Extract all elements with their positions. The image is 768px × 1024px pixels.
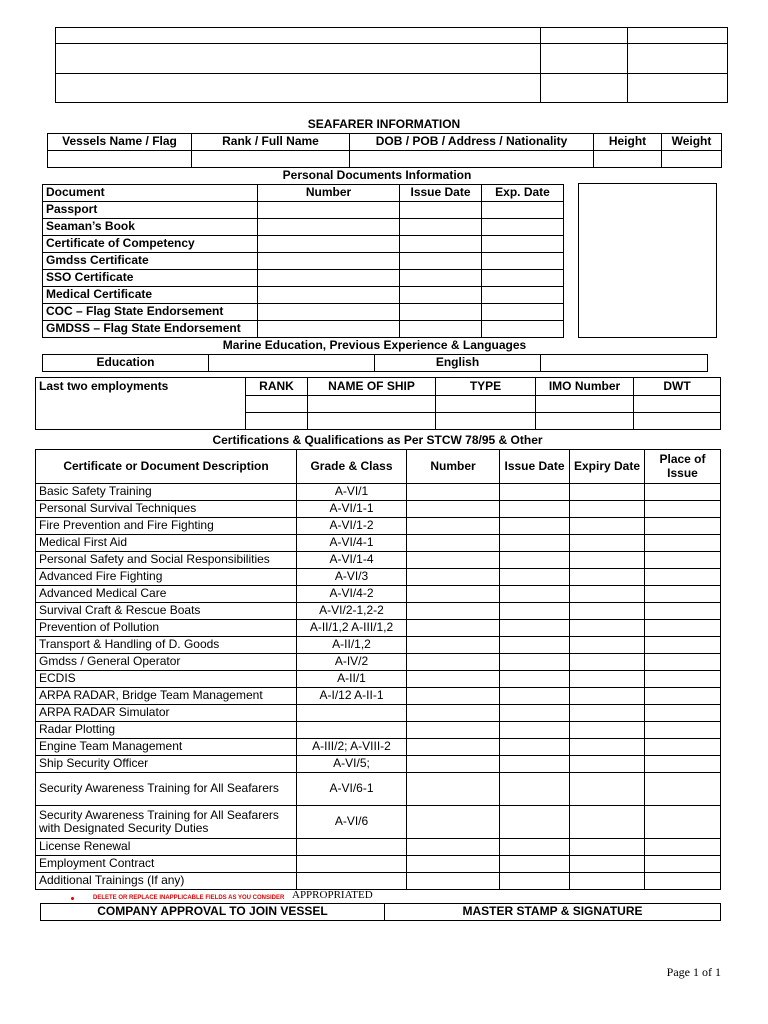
cert-grade: A-VI/3 bbox=[297, 569, 407, 586]
docs-field[interactable] bbox=[482, 270, 564, 287]
docs-field[interactable] bbox=[258, 236, 400, 253]
personal-docs-title: Personal Documents Information bbox=[282, 168, 472, 182]
cert-field[interactable] bbox=[645, 603, 721, 620]
employment-field[interactable] bbox=[308, 413, 436, 430]
docs-row-label: SSO Certificate bbox=[43, 270, 258, 287]
cert-field[interactable] bbox=[407, 756, 500, 773]
cert-name: Ship Security Officer bbox=[36, 756, 297, 773]
cert-name: ARPA RADAR, Bridge Team Management bbox=[36, 688, 297, 705]
docs-field[interactable] bbox=[258, 270, 400, 287]
approval-table bbox=[40, 903, 721, 921]
cert-header-description: Certificate or Document Description bbox=[36, 450, 297, 484]
seafarer-header-dob: DOB / POB / Address / Nationality bbox=[350, 134, 594, 151]
cert-field[interactable] bbox=[500, 603, 570, 620]
cert-row bbox=[36, 569, 721, 586]
cert-name: ECDIS bbox=[36, 671, 297, 688]
certifications-title: Certifications & Qualifications as Per STCW 78/95 & Other bbox=[212, 433, 543, 447]
cert-field[interactable] bbox=[500, 688, 570, 705]
docs-header-document: Document bbox=[43, 185, 258, 202]
header-table bbox=[55, 27, 728, 103]
cert-grade: A-VI/6-1 bbox=[297, 773, 407, 806]
cert-field[interactable] bbox=[500, 705, 570, 722]
cert-grade: A-I/12 A-II-1 bbox=[297, 688, 407, 705]
cert-name: Fire Prevention and Fire Fighting bbox=[36, 518, 297, 535]
employment-header-type: TYPE bbox=[436, 378, 536, 396]
employment-table bbox=[35, 377, 721, 430]
cert-field[interactable] bbox=[570, 671, 645, 688]
cert-row bbox=[36, 806, 721, 839]
cert-field[interactable] bbox=[500, 535, 570, 552]
docs-field[interactable] bbox=[400, 253, 482, 270]
cert-field[interactable] bbox=[570, 873, 645, 890]
cert-field[interactable] bbox=[570, 501, 645, 518]
docs-field[interactable] bbox=[400, 202, 482, 219]
cert-grade bbox=[297, 873, 407, 890]
employment-blank bbox=[36, 396, 246, 413]
cert-field[interactable] bbox=[645, 756, 721, 773]
cert-header-issue: Issue Date bbox=[500, 450, 570, 484]
cert-row bbox=[36, 756, 721, 773]
header-cell[interactable] bbox=[628, 28, 728, 44]
cert-field[interactable] bbox=[407, 856, 500, 873]
cert-grade: A-VI/6 bbox=[297, 806, 407, 839]
cert-grade: A-VI/1-2 bbox=[297, 518, 407, 535]
cert-field[interactable] bbox=[645, 722, 721, 739]
docs-field[interactable] bbox=[258, 219, 400, 236]
cert-field[interactable] bbox=[500, 518, 570, 535]
cert-field[interactable] bbox=[570, 856, 645, 873]
cert-field[interactable] bbox=[500, 620, 570, 637]
cert-field[interactable] bbox=[500, 739, 570, 756]
note-text: DELETE OR REPLACE INAPPLICABLE FIELDS AS YOU CONSIDER bbox=[93, 895, 285, 901]
cert-grade: A-II/1,2 bbox=[297, 637, 407, 654]
cert-row bbox=[36, 620, 721, 637]
page-number: Page 1 of 1 bbox=[666, 965, 721, 979]
cert-field[interactable] bbox=[407, 671, 500, 688]
docs-row-label: Seaman’s Book bbox=[43, 219, 258, 236]
seafarer-field[interactable] bbox=[48, 151, 192, 168]
docs-field[interactable] bbox=[482, 219, 564, 236]
docs-row-label: Gmdss Certificate bbox=[43, 253, 258, 270]
cert-field[interactable] bbox=[645, 484, 721, 501]
docs-field[interactable] bbox=[482, 287, 564, 304]
docs-row bbox=[43, 321, 564, 338]
company-approval-field[interactable]: COMPANY APPROVAL TO JOIN VESSEL bbox=[41, 904, 385, 921]
cert-grade: A-VI/1 bbox=[297, 484, 407, 501]
cert-name: Basic Safety Training bbox=[36, 484, 297, 501]
seafarer-header-height: Height bbox=[594, 134, 662, 151]
docs-field[interactable] bbox=[400, 304, 482, 321]
docs-field[interactable] bbox=[482, 202, 564, 219]
cert-grade: A-VI/1-1 bbox=[297, 501, 407, 518]
cert-name: License Renewal bbox=[36, 839, 297, 856]
docs-field[interactable] bbox=[258, 253, 400, 270]
docs-row-label: GMDSS – Flag State Endorsement bbox=[43, 321, 258, 338]
cert-row bbox=[36, 688, 721, 705]
cert-field[interactable] bbox=[645, 654, 721, 671]
education-label: Education bbox=[43, 355, 209, 372]
cert-row bbox=[36, 839, 721, 856]
seafarer-header-rank: Rank / Full Name bbox=[192, 134, 350, 151]
photo-box[interactable] bbox=[578, 183, 717, 338]
cert-field[interactable] bbox=[570, 586, 645, 603]
employment-field[interactable] bbox=[536, 413, 634, 430]
cert-row bbox=[36, 484, 721, 501]
cert-field[interactable] bbox=[407, 586, 500, 603]
cert-field[interactable] bbox=[500, 806, 570, 839]
docs-row-label: COC – Flag State Endorsement bbox=[43, 304, 258, 321]
note-appropriated: APPROPRIATED bbox=[292, 889, 373, 901]
docs-field[interactable] bbox=[400, 236, 482, 253]
cert-field[interactable] bbox=[407, 739, 500, 756]
cert-row bbox=[36, 773, 721, 806]
seafarer-info-title: SEAFARER INFORMATION bbox=[307, 117, 461, 131]
cert-row bbox=[36, 552, 721, 569]
cert-field[interactable] bbox=[500, 722, 570, 739]
cert-row bbox=[36, 671, 721, 688]
cert-field[interactable] bbox=[570, 739, 645, 756]
cert-field[interactable] bbox=[570, 705, 645, 722]
docs-row-label: Passport bbox=[43, 202, 258, 219]
cert-name: Additional Trainings (If any) bbox=[36, 873, 297, 890]
docs-row bbox=[43, 236, 564, 253]
cert-name: Prevention of Pollution bbox=[36, 620, 297, 637]
education-table bbox=[42, 354, 708, 372]
employment-header-rank: RANK bbox=[246, 378, 308, 396]
master-stamp-field[interactable]: MASTER STAMP & SIGNATURE bbox=[385, 904, 721, 921]
docs-field[interactable] bbox=[400, 287, 482, 304]
english-field[interactable] bbox=[541, 355, 708, 372]
cert-field[interactable] bbox=[407, 518, 500, 535]
cert-name: Radar Plotting bbox=[36, 722, 297, 739]
cert-field[interactable] bbox=[500, 569, 570, 586]
cert-field[interactable] bbox=[407, 603, 500, 620]
employment-label: Last two employments bbox=[36, 378, 246, 396]
cert-field[interactable] bbox=[407, 688, 500, 705]
cert-field[interactable] bbox=[407, 873, 500, 890]
employment-blank bbox=[36, 413, 246, 430]
cert-grade: A-IV/2 bbox=[297, 654, 407, 671]
employment-field[interactable] bbox=[246, 413, 308, 430]
cert-name: Transport & Handling of D. Goods bbox=[36, 637, 297, 654]
header-cell[interactable] bbox=[541, 28, 628, 44]
cert-name: Security Awareness Training for All Seafarers with Designated Security Duties bbox=[36, 806, 297, 839]
cert-name: Medical First Aid bbox=[36, 535, 297, 552]
cert-field[interactable] bbox=[645, 671, 721, 688]
cert-header-grade: Grade & Class bbox=[297, 450, 407, 484]
note-bullet-icon bbox=[71, 897, 74, 900]
education-field[interactable] bbox=[209, 355, 375, 372]
cert-field[interactable] bbox=[500, 484, 570, 501]
cert-grade: A-VI/1-4 bbox=[297, 552, 407, 569]
employment-header-dwt: DWT bbox=[634, 378, 721, 396]
cert-field[interactable] bbox=[500, 654, 570, 671]
cert-field[interactable] bbox=[645, 739, 721, 756]
docs-row bbox=[43, 219, 564, 236]
cert-field[interactable] bbox=[645, 552, 721, 569]
employment-field[interactable] bbox=[246, 396, 308, 413]
docs-row bbox=[43, 304, 564, 321]
cert-field[interactable] bbox=[407, 705, 500, 722]
cert-field[interactable] bbox=[570, 603, 645, 620]
cert-field[interactable] bbox=[570, 637, 645, 654]
cert-grade: A-VI/5; bbox=[297, 756, 407, 773]
seafarer-info-table bbox=[47, 133, 722, 168]
cert-grade: A-VI/4-1 bbox=[297, 535, 407, 552]
cert-field[interactable] bbox=[645, 873, 721, 890]
cert-header-expiry: Expiry Date bbox=[570, 450, 645, 484]
cert-header-number: Number bbox=[407, 450, 500, 484]
docs-field[interactable] bbox=[400, 270, 482, 287]
cert-row bbox=[36, 501, 721, 518]
cert-field[interactable] bbox=[570, 535, 645, 552]
seafarer-field[interactable] bbox=[350, 151, 594, 168]
cert-field[interactable] bbox=[500, 637, 570, 654]
docs-header-issue: Issue Date bbox=[400, 185, 482, 202]
cert-field[interactable] bbox=[570, 484, 645, 501]
cert-field[interactable] bbox=[570, 518, 645, 535]
cert-field[interactable] bbox=[645, 839, 721, 856]
cert-field[interactable] bbox=[407, 806, 500, 839]
cert-name: Personal Survival Techniques bbox=[36, 501, 297, 518]
cert-row bbox=[36, 586, 721, 603]
cert-field[interactable] bbox=[645, 535, 721, 552]
seafarer-header-weight: Weight bbox=[662, 134, 722, 151]
cert-field[interactable] bbox=[500, 873, 570, 890]
cert-field[interactable] bbox=[407, 620, 500, 637]
cert-field[interactable] bbox=[500, 756, 570, 773]
cert-field[interactable] bbox=[645, 501, 721, 518]
cert-field[interactable] bbox=[570, 569, 645, 586]
cert-field[interactable] bbox=[570, 552, 645, 569]
cert-field[interactable] bbox=[570, 806, 645, 839]
cert-field[interactable] bbox=[645, 637, 721, 654]
docs-header-number: Number bbox=[258, 185, 400, 202]
cert-row bbox=[36, 654, 721, 671]
employment-field[interactable] bbox=[634, 396, 721, 413]
cert-name: Survival Craft & Rescue Boats bbox=[36, 603, 297, 620]
cert-field[interactable] bbox=[570, 839, 645, 856]
cert-row bbox=[36, 535, 721, 552]
header-cell[interactable] bbox=[628, 44, 728, 74]
cert-grade: A-II/1 bbox=[297, 671, 407, 688]
docs-row-label: Medical Certificate bbox=[43, 287, 258, 304]
cert-field[interactable] bbox=[570, 773, 645, 806]
employment-field[interactable] bbox=[436, 413, 536, 430]
cert-field[interactable] bbox=[500, 501, 570, 518]
employment-field[interactable] bbox=[634, 413, 721, 430]
cert-grade bbox=[297, 722, 407, 739]
docs-row bbox=[43, 287, 564, 304]
english-label: English bbox=[375, 355, 541, 372]
docs-field[interactable] bbox=[400, 321, 482, 338]
cert-row bbox=[36, 739, 721, 756]
cert-field[interactable] bbox=[500, 552, 570, 569]
cert-field[interactable] bbox=[407, 535, 500, 552]
docs-field[interactable] bbox=[482, 321, 564, 338]
cert-name: Advanced Medical Care bbox=[36, 586, 297, 603]
cert-field[interactable] bbox=[645, 569, 721, 586]
docs-field[interactable] bbox=[258, 202, 400, 219]
cert-header-place: Place of Issue bbox=[645, 450, 721, 484]
certifications-table bbox=[35, 449, 721, 890]
seafarer-header-vessel: Vessels Name / Flag bbox=[48, 134, 192, 151]
cert-grade: A-VI/2-1,2-2 bbox=[297, 603, 407, 620]
cert-name: Gmdss / General Operator bbox=[36, 654, 297, 671]
cert-field[interactable] bbox=[645, 688, 721, 705]
cert-row bbox=[36, 603, 721, 620]
header-cell[interactable] bbox=[56, 44, 541, 74]
employment-header-imo: IMO Number bbox=[536, 378, 634, 396]
cert-grade bbox=[297, 705, 407, 722]
seafarer-field[interactable] bbox=[192, 151, 350, 168]
cert-field[interactable] bbox=[407, 722, 500, 739]
cert-grade bbox=[297, 856, 407, 873]
cert-field[interactable] bbox=[645, 586, 721, 603]
cert-field[interactable] bbox=[407, 501, 500, 518]
header-cell[interactable] bbox=[541, 74, 628, 103]
docs-row-label: Certificate of Competency bbox=[43, 236, 258, 253]
employment-field[interactable] bbox=[536, 396, 634, 413]
cert-field[interactable] bbox=[645, 806, 721, 839]
cert-grade bbox=[297, 839, 407, 856]
cert-name: Employment Contract bbox=[36, 856, 297, 873]
cert-field[interactable] bbox=[500, 839, 570, 856]
employment-field[interactable] bbox=[308, 396, 436, 413]
header-cell[interactable] bbox=[56, 28, 541, 44]
cert-field[interactable] bbox=[570, 722, 645, 739]
cert-row bbox=[36, 722, 721, 739]
docs-header-exp: Exp. Date bbox=[482, 185, 564, 202]
docs-field[interactable] bbox=[258, 287, 400, 304]
seafarer-field[interactable] bbox=[594, 151, 662, 168]
cert-field[interactable] bbox=[645, 773, 721, 806]
docs-row bbox=[43, 270, 564, 287]
cert-field[interactable] bbox=[570, 654, 645, 671]
employment-header-ship: NAME OF SHIP bbox=[308, 378, 436, 396]
cert-row bbox=[36, 637, 721, 654]
cert-field[interactable] bbox=[570, 620, 645, 637]
cert-field[interactable] bbox=[570, 756, 645, 773]
cert-name: Advanced Fire Fighting bbox=[36, 569, 297, 586]
personal-docs-table bbox=[42, 184, 564, 338]
marine-education-title: Marine Education, Previous Experience & Languages bbox=[222, 338, 527, 352]
header-cell[interactable] bbox=[541, 44, 628, 74]
cert-name: Personal Safety and Social Responsibilities bbox=[36, 552, 297, 569]
cert-grade: A-II/1,2 A-III/1,2 bbox=[297, 620, 407, 637]
cert-field[interactable] bbox=[500, 856, 570, 873]
cert-grade: A-III/2; A-VIII-2 bbox=[297, 739, 407, 756]
cert-field[interactable] bbox=[407, 552, 500, 569]
cert-field[interactable] bbox=[407, 637, 500, 654]
cert-field[interactable] bbox=[645, 856, 721, 873]
header-cell[interactable] bbox=[628, 74, 728, 103]
cert-field[interactable] bbox=[500, 671, 570, 688]
docs-field[interactable] bbox=[258, 321, 400, 338]
cert-name: Engine Team Management bbox=[36, 739, 297, 756]
cert-field[interactable] bbox=[645, 705, 721, 722]
seafarer-field[interactable] bbox=[662, 151, 722, 168]
cert-row bbox=[36, 856, 721, 873]
cert-field[interactable] bbox=[407, 839, 500, 856]
cert-field[interactable] bbox=[407, 484, 500, 501]
cert-row bbox=[36, 873, 721, 890]
cert-field[interactable] bbox=[645, 620, 721, 637]
docs-row bbox=[43, 253, 564, 270]
cert-field[interactable] bbox=[407, 773, 500, 806]
docs-field[interactable] bbox=[482, 253, 564, 270]
employment-field[interactable] bbox=[436, 396, 536, 413]
cert-name: Security Awareness Training for All Seafarers bbox=[36, 773, 297, 806]
docs-row bbox=[43, 202, 564, 219]
cert-field[interactable] bbox=[645, 518, 721, 535]
cert-row bbox=[36, 518, 721, 535]
cert-field[interactable] bbox=[500, 586, 570, 603]
header-cell[interactable] bbox=[56, 74, 541, 103]
docs-field[interactable] bbox=[482, 304, 564, 321]
cert-grade: A-VI/4-2 bbox=[297, 586, 407, 603]
cert-field[interactable] bbox=[500, 773, 570, 806]
cert-field[interactable] bbox=[407, 569, 500, 586]
docs-field[interactable] bbox=[258, 304, 400, 321]
docs-field[interactable] bbox=[482, 236, 564, 253]
cert-field[interactable] bbox=[570, 688, 645, 705]
docs-field[interactable] bbox=[400, 219, 482, 236]
cert-row bbox=[36, 705, 721, 722]
cert-name: ARPA RADAR Simulator bbox=[36, 705, 297, 722]
cert-field[interactable] bbox=[407, 654, 500, 671]
